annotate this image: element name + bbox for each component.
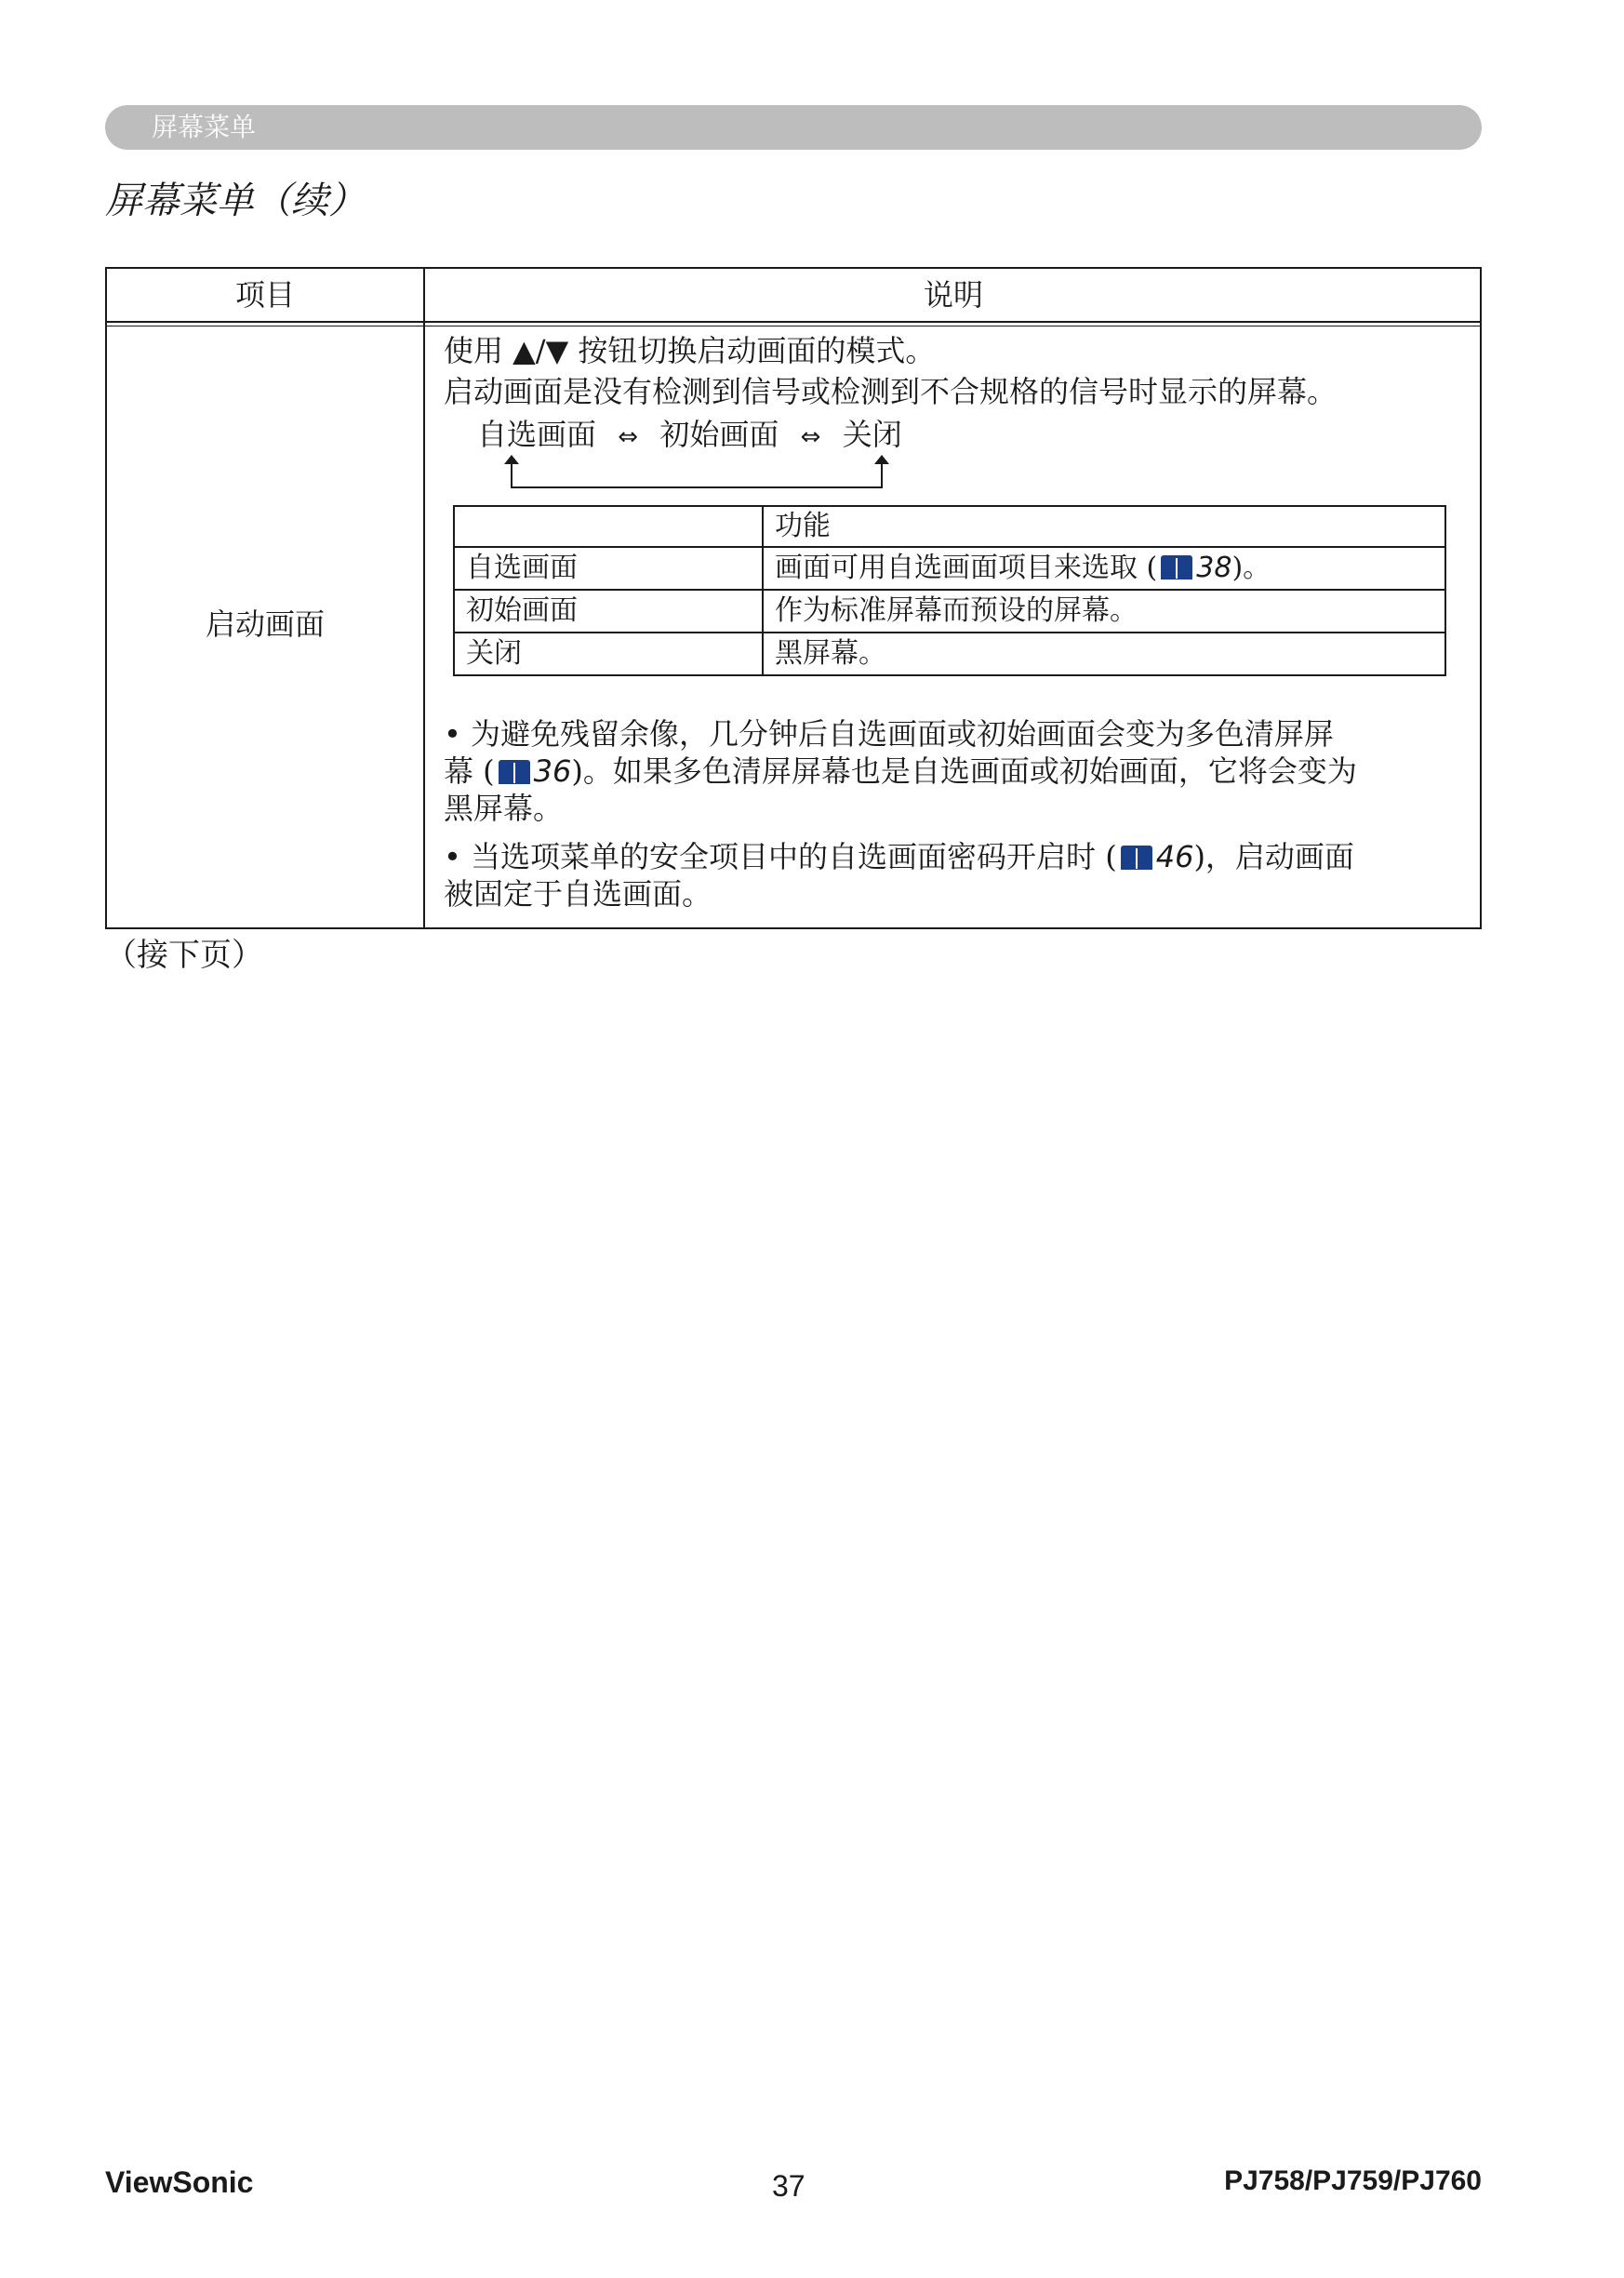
page-reference: 36 <box>533 753 572 789</box>
screen-menu-table <box>105 267 1482 929</box>
header-divider <box>107 321 1480 323</box>
sub-table-mode-function: 黑屏幕。 <box>775 637 886 670</box>
mode-option-default: 初始画面 <box>659 417 779 452</box>
item-name: 启动画面 <box>205 606 325 642</box>
column-header-description: 说明 <box>923 277 983 313</box>
mode-option-off: 关闭 <box>842 417 902 452</box>
page-reference: 46 <box>1155 839 1194 874</box>
mode-option-custom: 自选画面 <box>477 417 597 452</box>
sub-table-mode-name: 关闭 <box>466 637 522 670</box>
continued-label: （接下页） <box>105 937 263 974</box>
sub-table-mode-function: 画面可用自选画面项目来选取 ( 38)。 <box>775 552 1271 584</box>
page-title: 屏幕菜单（续） <box>105 180 366 222</box>
page-reference: 38 <box>1196 552 1232 584</box>
sub-table-mode-function: 作为标准屏幕而预设的屏幕。 <box>775 594 1138 627</box>
sub-table-mode-name: 初始画面 <box>466 594 578 627</box>
cycle-loop-arrow-icon <box>511 464 883 488</box>
double-arrow-icon: ⇔ <box>800 423 821 451</box>
column-header-item: 项目 <box>234 277 295 313</box>
footer-model: PJ758/PJ759/PJ760 <box>1224 2165 1482 2196</box>
note-residual-image: • 为避免残留余像，几分钟后自选画面或初始画面会变为多色清屏屏 幕 ( 36)。如果多色清屏屏幕也是自选画面或初始画面，它将会变为 黑屏幕。 <box>444 716 1357 826</box>
item-cell <box>107 326 423 929</box>
description-line-1: 使用 ▲/▼ 按钮切换启动画面的模式。 <box>444 333 936 368</box>
page-number: 37 <box>772 2169 805 2203</box>
book-icon <box>1161 555 1192 579</box>
section-header-label: 屏幕菜单 <box>152 112 257 142</box>
mode-cycle <box>477 416 902 456</box>
sub-table-row-divider <box>455 589 1444 591</box>
sub-table-mode-name: 自选画面 <box>466 552 578 584</box>
sub-table-header-function: 功能 <box>775 510 831 542</box>
mode-function-table <box>453 505 1446 676</box>
note-password-lock: • 当选项菜单的安全项目中的自选画面密码开启时 ( 46)，启动画面 被固定于自选画面。 <box>444 839 1354 912</box>
book-icon <box>1121 846 1152 870</box>
description-line-2: 启动画面是没有检测到信号或检测到不合规格的信号时显示的屏幕。 <box>444 374 1338 409</box>
section-header-bar <box>105 105 1482 150</box>
double-arrow-icon: ⇔ <box>618 423 639 451</box>
sub-table-column-divider <box>762 507 764 674</box>
description-cell <box>425 326 1482 929</box>
footer-brand: ViewSonic <box>105 2165 254 2199</box>
sub-table-row-divider <box>455 546 1444 548</box>
sub-table-row-divider <box>455 632 1444 633</box>
book-icon <box>499 760 530 784</box>
